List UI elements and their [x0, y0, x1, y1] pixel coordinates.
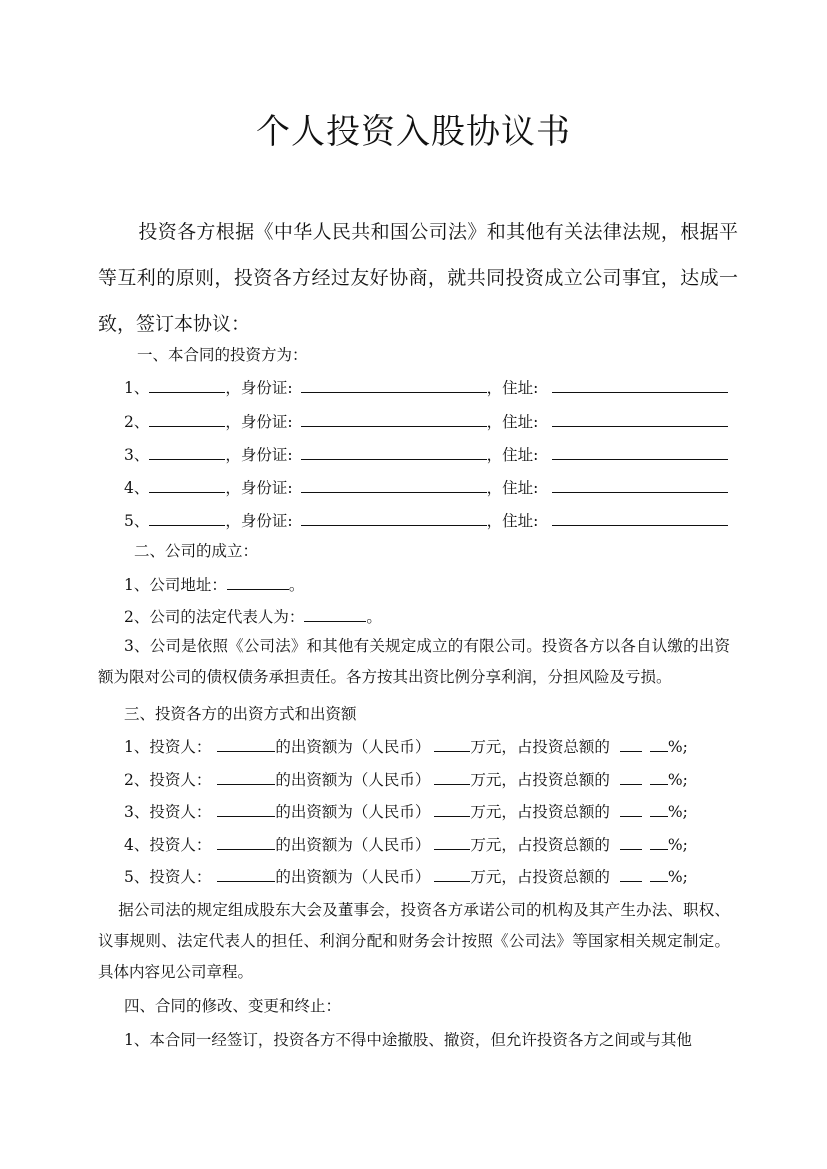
company-address-blank[interactable] [227, 574, 289, 590]
amount-label: 的出资额为（人民币） [275, 738, 431, 756]
id-blank[interactable] [301, 477, 487, 493]
address-label: ，住址: [486, 479, 539, 497]
investor-label: 投资人： [149, 836, 212, 854]
investor-label: 投资人： [149, 868, 212, 886]
id-label: ，身份证: [225, 479, 293, 497]
amount-blank[interactable] [434, 769, 470, 785]
company-liability-paragraph [98, 631, 730, 693]
percent-blank-a[interactable] [620, 769, 642, 785]
percent-blank-a[interactable] [620, 866, 642, 882]
investment-number: 1、 [124, 738, 150, 756]
intro-text: 投资各方根据《中华人民共和国公司法》和其他有关法律法规，根据平等互利的原则，投资各方经过友好协商，就共同投资成立公司事宜，达成一致，签订本协议： [98, 221, 738, 335]
section2-heading: 二、公司的成立： [134, 542, 259, 560]
address-label: ，住址: [486, 446, 539, 464]
percent-label: %; [667, 803, 688, 821]
percent-blank-a[interactable] [620, 801, 642, 817]
section3-heading: 三、投资各方的出资方式和出资额 [124, 705, 357, 723]
party-number: 4、 [124, 479, 150, 497]
id-blank[interactable] [301, 444, 487, 460]
id-label: ，身份证: [225, 446, 293, 464]
party-number: 1、 [124, 379, 150, 397]
percent-blank-b[interactable] [650, 834, 668, 850]
percent-blank-b[interactable] [650, 736, 668, 752]
address-blank[interactable] [552, 444, 728, 460]
percent-blank-a[interactable] [620, 736, 642, 752]
party-row [124, 477, 728, 499]
investor-label: 投资人： [149, 771, 212, 789]
id-label: ，身份证: [225, 379, 293, 397]
company-address-line [124, 574, 304, 596]
unit-label: 万元，占投资总额的 [470, 868, 610, 886]
address-blank[interactable] [552, 477, 728, 493]
party-number: 5、 [124, 512, 150, 530]
amount-blank[interactable] [434, 736, 470, 752]
name-blank[interactable] [149, 510, 225, 526]
investor-label: 投资人： [149, 738, 212, 756]
investor-name-blank[interactable] [217, 801, 275, 817]
investment-number: 5、 [124, 868, 150, 886]
party-number: 3、 [124, 446, 150, 464]
legal-rep-label: 2、公司的法定代表人为： [124, 608, 305, 626]
percent-label: %; [667, 738, 688, 756]
investor-name-blank[interactable] [217, 769, 275, 785]
section4-heading: 四、合同的修改、变更和终止： [124, 997, 342, 1015]
percent-blank-b[interactable] [650, 866, 668, 882]
end-mark: 。 [366, 608, 382, 626]
id-blank[interactable] [301, 377, 487, 393]
id-blank[interactable] [301, 510, 487, 526]
id-label: ，身份证: [225, 413, 293, 431]
percent-label: %; [667, 868, 688, 886]
id-blank[interactable] [301, 411, 487, 427]
name-blank[interactable] [149, 411, 225, 427]
investment-row [124, 866, 688, 888]
amount-label: 的出资额为（人民币） [275, 771, 431, 789]
address-label: ，住址: [486, 413, 539, 431]
percent-blank-a[interactable] [620, 834, 642, 850]
party-row [124, 411, 728, 433]
investment-row [124, 801, 688, 823]
party-row [124, 510, 728, 532]
company-address-label: 1、公司地址： [124, 576, 227, 594]
address-label: ，住址: [486, 379, 539, 397]
investor-name-blank[interactable] [217, 834, 275, 850]
unit-label: 万元，占投资总额的 [470, 771, 610, 789]
amount-blank[interactable] [434, 866, 470, 882]
amount-blank[interactable] [434, 834, 470, 850]
address-label: ，住址: [486, 512, 539, 530]
investment-number: 4、 [124, 836, 150, 854]
end-mark: 。 [288, 576, 305, 594]
percent-blank-b[interactable] [650, 769, 668, 785]
unit-label: 万元，占投资总额的 [470, 803, 610, 821]
name-blank[interactable] [149, 477, 225, 493]
investment-number: 2、 [124, 771, 150, 789]
unit-label: 万元，占投资总额的 [470, 738, 610, 756]
document-title: 个人投资入股协议书 [256, 112, 571, 152]
investor-name-blank[interactable] [217, 736, 275, 752]
investor-name-blank[interactable] [217, 866, 275, 882]
intro-paragraph [98, 209, 738, 347]
id-label: ，身份证: [225, 512, 293, 530]
party-row [124, 444, 728, 466]
party-row [124, 377, 728, 399]
investment-number: 3、 [124, 803, 150, 821]
investment-row [124, 736, 688, 758]
party-number: 2、 [124, 413, 150, 431]
amount-label: 的出资额为（人民币） [275, 868, 431, 886]
address-blank[interactable] [552, 377, 728, 393]
investor-label: 投资人： [149, 803, 212, 821]
amount-label: 的出资额为（人民币） [275, 803, 431, 821]
governance-paragraph [98, 895, 730, 988]
name-blank[interactable] [149, 377, 225, 393]
name-blank[interactable] [149, 444, 225, 460]
unit-label: 万元，占投资总额的 [470, 836, 610, 854]
legal-rep-line [124, 606, 382, 628]
investment-row [124, 769, 688, 791]
address-blank[interactable] [552, 411, 728, 427]
section1-heading: 一、本合同的投资方为： [137, 346, 308, 364]
amount-blank[interactable] [434, 801, 470, 817]
amount-label: 的出资额为（人民币） [275, 836, 431, 854]
legal-rep-blank[interactable] [304, 606, 366, 622]
governance-text: 据公司法的规定组成股东大会及董事会，投资各方承诺公司的机构及其产生办法、职权、议事规则、法定代表人的担任、利润分配和财务会计按照《公司法》等国家相关规定制定。具体内容见公司章程。 [98, 901, 730, 981]
company-liability-text: 3、公司是依照《公司法》和其他有关规定成立的有限公司。投资各方以各自认缴的出资额为限对公司的债权债务承担责任。各方按其出资比例分享利润，分担风险及亏损。 [98, 637, 730, 686]
percent-label: %; [667, 836, 688, 854]
investment-row [124, 834, 688, 856]
percent-label: %; [667, 771, 688, 789]
address-blank[interactable] [552, 510, 728, 526]
section4-item1: 1、本合同一经签订，投资各方不得中途撤股、撤资，但允许投资各方之间或与其他 [124, 1031, 692, 1049]
percent-blank-b[interactable] [650, 801, 668, 817]
